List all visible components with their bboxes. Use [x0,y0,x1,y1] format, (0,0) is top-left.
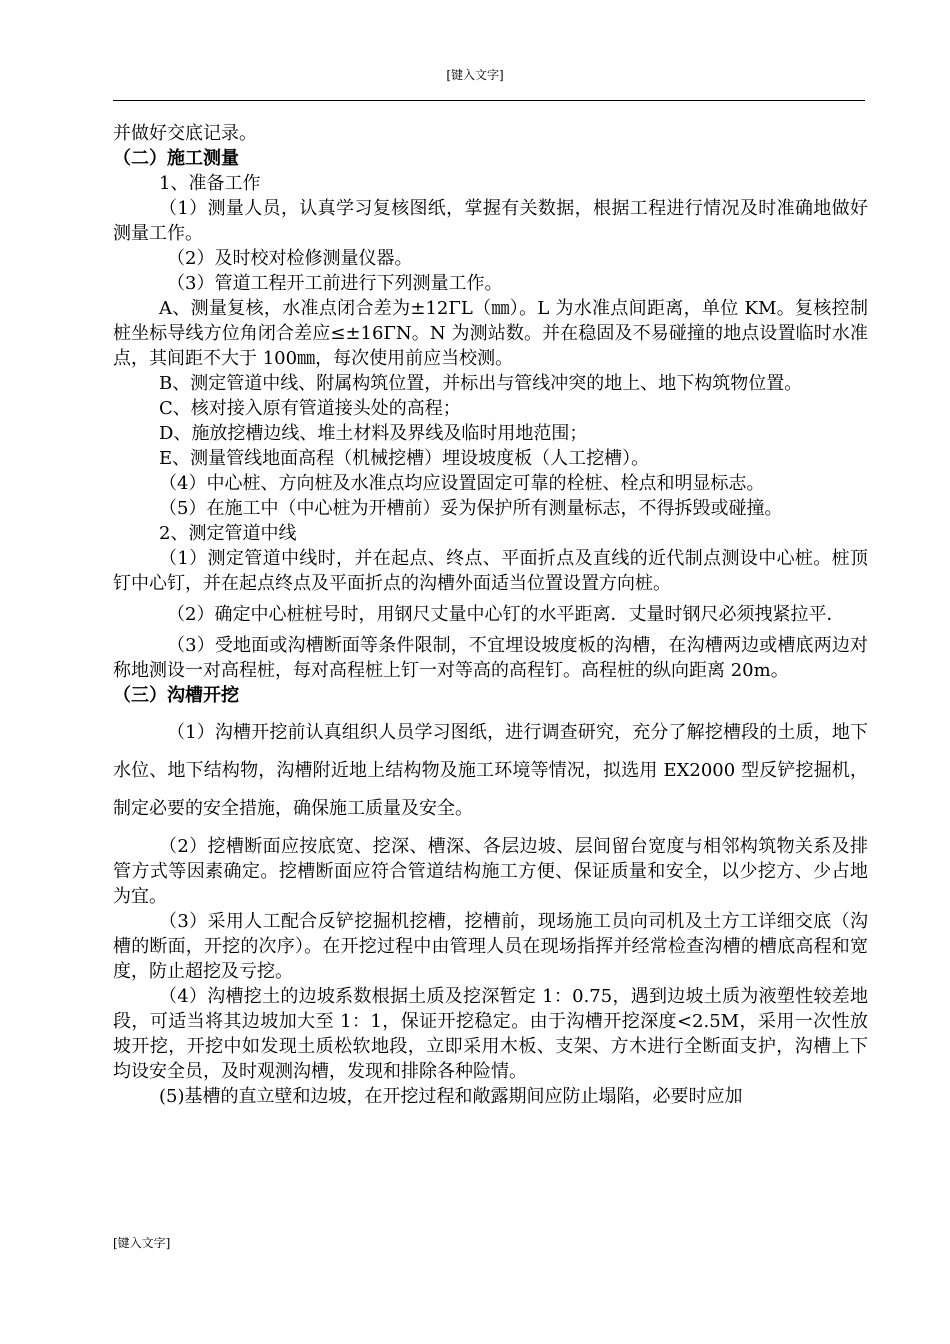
paragraph: 并做好交底记录。 [113,123,257,144]
paragraph: B、测定管道中线、附属构筑位置，并标出与管线冲突的地上、地下构筑物位置。 [159,373,803,394]
document-body [113,121,868,1109]
paragraph: （3）受地面或沟槽断面等条件限制，不宜埋设坡度板的沟槽，在沟槽两边或槽底两边对称地测设一对高程桩，每对高程桩上钉一对等高的高程钉。高程桩的纵向距离 20m。 [113,635,868,681]
subsection-heading: 2、测定管道中线 [159,523,297,544]
paragraph: （3）采用人工配合反铲挖掘机挖槽，挖槽前，现场施工员向司机及土方工详细交底（沟槽的断面，开挖的次序）。在开挖过程中由管理人员在现场指挥并经常检查沟槽的槽底高程和宽度，防止超挖及亏挖。 [113,911,868,982]
section-heading: （二）施工测量 [113,148,239,169]
paragraph: C、核对接入原有管道接头处的高程； [159,398,461,419]
paragraph: （2）挖槽断面应按底宽、挖深、槽深、各层边坡、层间留台宽度与相邻构筑物关系及排管方式等因素确定。挖槽断面应符合管道结构施工方便、保证质量和安全，以少挖方、少占地为宜。 [113,836,868,907]
page-header: [键入文字] [446,68,504,82]
section-heading: （三）沟槽开挖 [113,685,239,706]
paragraph: （4）中心桩、方向桩及水准点均应设置固定可靠的栓桩、栓点和明显标志。 [159,473,765,494]
paragraph: （2）及时校对检修测量仪器。 [167,248,413,269]
paragraph: （4）沟槽挖土的边坡系数根据土质及挖深暂定 1：0.75，遇到边坡土质为液塑性较差地段，可适当将其边坡加大至 1：1，保证开挖稳定。由于沟槽开挖深度<2.5M，采用一次性放坡开挖，开挖中如发现土质松软地段，立即采用木板、支架、方木进行全断面支护，沟槽上下均设安全员，及时观测沟槽，发现和排除各种险情。 [113,986,868,1082]
subsection-heading: 1、准备工作 [159,173,261,194]
paragraph: （1）测定管道中线时，并在起点、终点、平面折点及直线的近代制点测设中心桩。桩顶钉中心钉，并在起点终点及平面折点的沟槽外面适当位置设置方向桩。 [113,548,868,594]
paragraph: （5）在施工中（中心桩为开槽前）妥为保护所有测量标志，不得拆毁或碰撞。 [159,498,783,519]
paragraph: （3）管道工程开工前进行下列测量工作。 [167,273,503,294]
header-rule [113,100,865,101]
paragraph: (5)基槽的直立壁和边坡，在开挖过程和敞露期间应防止塌陷，必要时应加 [159,1086,743,1107]
paragraph: （1）沟槽开挖前认真组织人员学习图纸，进行调查研究，充分了解挖槽段的土质，地下水位、地下结构物，沟槽附近地上结构物及施工环境等情况，拟选用 EX2000 型反铲挖掘机，制定必要的安全措施，确保施工质量及安全。 [113,722,868,819]
paragraph: A、测量复核，水准点闭合差为±12ΓL（㎜）。L 为水准点间距离，单位 KM。复核控制桩坐标导线方位角闭合差应≤±16ΓN。N 为测站数。并在稳固及不易碰撞的地点设置临时水准点，其间距不大于 100㎜，每次使用前应当校测。 [113,298,868,369]
paragraph: （2）确定中心桩桩号时，用钢尺丈量中心钉的水平距离．丈量时钢尺必须拽紧拉平． [167,604,845,625]
paragraph: E、测量管线地面高程（机械挖槽）埋设坡度板（人工挖槽）。 [159,448,650,469]
paragraph: D、施放挖槽边线、堆土材料及界线及临时用地范围； [159,423,588,444]
paragraph: （1）测量人员，认真学习复核图纸，掌握有关数据，根据工程进行情况及时准确地做好测量工作。 [113,198,868,244]
page-footer: [键入文字] [113,1236,171,1250]
